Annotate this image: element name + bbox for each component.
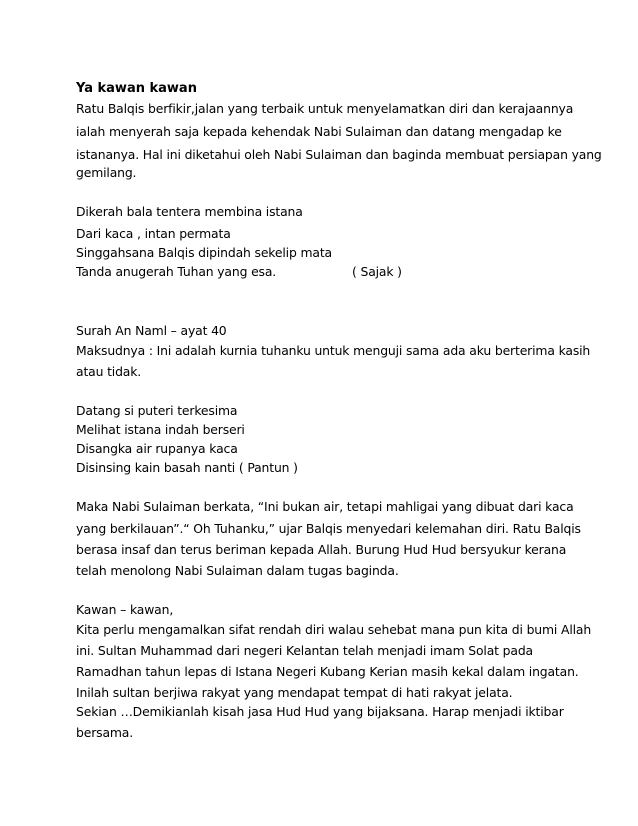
para2-line: Maka Nabi Sulaiman berkata, “Ini bukan air, tetapi mahligai yang dibuat dari kaca	[76, 499, 574, 514]
sajak-line: Dari kaca , intan permata	[76, 226, 231, 241]
para2-line: berasa insaf dan terus beriman kepada Allah. Burung Hud Hud bersyukur kerana	[76, 542, 567, 557]
para1-line: ialah menyerah saja kepada kehendak Nabi Sulaiman dan datang mengadap ke	[76, 124, 562, 139]
surah-meaning-line: Maksudnya : Ini adalah kurnia tuhanku untuk menguji sama ada aku berterima kasih	[76, 343, 591, 358]
closing-line: bersama.	[76, 725, 134, 740]
para1-line: istananya. Hal ini diketahui oleh Nabi Sulaiman dan baginda membuat persiapan yang	[76, 147, 602, 162]
closing-line: Sekian …Demikianlah kisah jasa Hud Hud yang bijaksana. Harap menjadi iktibar	[76, 704, 564, 719]
pantun-line: Disinsing kain basah nanti ( Pantun )	[76, 460, 298, 475]
closing-line: Inilah sultan berjiwa rakyat yang mendapat tempat di hati rakyat jelata.	[76, 685, 513, 700]
closing-line: Ramadhan tahun lepas di Istana Negeri Kubang Kerian masih kekal dalam ingatan.	[76, 664, 579, 679]
closing-greeting: Kawan – kawan,	[76, 602, 174, 617]
para1-line: Ratu Balqis berfikir,jalan yang terbaik untuk menyelamatkan diri dan kerajaannya	[76, 101, 574, 116]
sajak-line: Dikerah bala tentera membina istana	[76, 204, 303, 219]
surah-meaning-line: atau tidak.	[76, 364, 142, 379]
sajak-label: ( Sajak )	[352, 264, 402, 279]
pantun-line: Melihat istana indah berseri	[76, 422, 245, 437]
sajak-line: Tanda anugerah Tuhan yang esa.	[76, 264, 277, 279]
closing-line: Kita perlu mengamalkan sifat rendah diri walau sehebat mana pun kita di bumi Allah	[76, 622, 592, 637]
para2-line: yang berkilauan”.“ Oh Tuhanku,” ujar Balqis menyedari kelemahan diri. Ratu Balqis	[76, 521, 581, 536]
pantun-line: Disangka air rupanya kaca	[76, 441, 238, 456]
surah-reference: Surah An Naml – ayat 40	[76, 323, 227, 338]
sajak-line: Singgahsana Balqis dipindah sekelip mata	[76, 245, 332, 260]
para1-line: gemilang.	[76, 165, 137, 180]
closing-line: ini. Sultan Muhammad dari negeri Kelantan telah menjadi imam Solat pada	[76, 643, 533, 658]
pantun-line: Datang si puteri terkesima	[76, 403, 238, 418]
para2-line: telah menolong Nabi Sulaiman dalam tugas baginda.	[76, 563, 399, 578]
page-title: Ya kawan kawan	[76, 81, 197, 96]
